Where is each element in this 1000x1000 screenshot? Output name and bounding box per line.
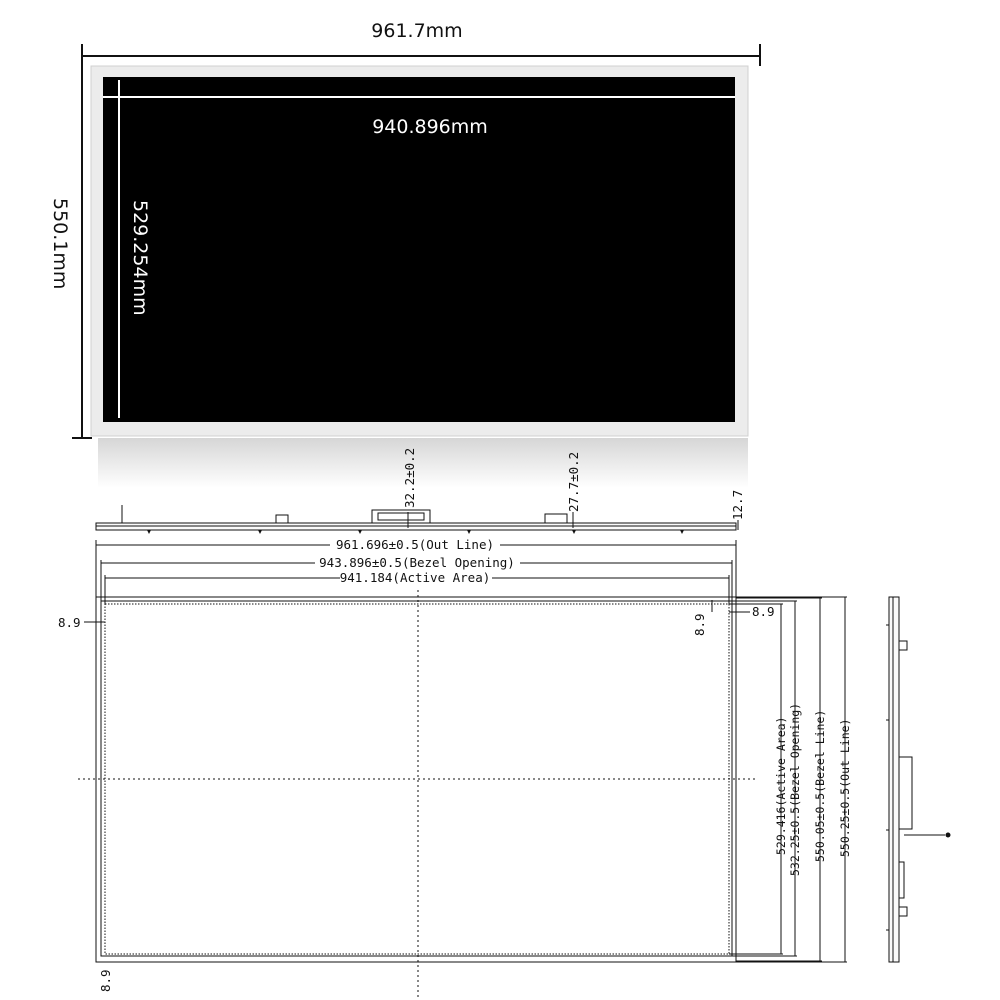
outer-height-label: 550.1mm xyxy=(49,198,71,290)
side-view-tab-bottom xyxy=(899,907,907,916)
height-active-label: 529.416(Active Area) xyxy=(774,716,788,855)
width-active-label: 941.184(Active Area) xyxy=(339,570,491,585)
side-view-cable-end xyxy=(946,833,950,837)
thickness-edge-label: 12.7 xyxy=(730,489,745,520)
panel-reflection xyxy=(98,438,748,488)
side-view-board xyxy=(899,757,912,829)
profile-bracket-left xyxy=(276,515,288,523)
side-view-connector xyxy=(899,862,904,898)
front-drawing-labels xyxy=(58,537,852,992)
width-outline-label: 961.696±0.5(Out Line) xyxy=(335,537,495,552)
side-view-tab-top xyxy=(899,641,907,650)
thickness-center-label: 32.2±0.2 xyxy=(402,447,417,508)
side-view-right xyxy=(886,597,950,962)
profile-screws xyxy=(147,530,684,534)
active-height-label: 529.254mm xyxy=(129,200,151,316)
profile-bracket-right xyxy=(545,514,567,523)
side-profile xyxy=(96,505,738,534)
thickness-right-label: 27.7±0.2 xyxy=(566,451,581,512)
profile-bracket-center xyxy=(372,510,430,523)
margin-left-top-label: 8.9 xyxy=(58,615,81,630)
panel-photo xyxy=(91,66,748,488)
margin-bottom-left-label: 8.9 xyxy=(98,969,113,992)
margin-right-top-horizontal-label: 8.9 xyxy=(752,604,775,619)
height-bezel-line-label: 550.05±0.5(Bezel Line) xyxy=(813,709,827,862)
side-view-body xyxy=(889,597,899,962)
front-drawing xyxy=(78,540,847,1000)
margin-right-top-vertical-label: 8.9 xyxy=(692,613,707,636)
outline-bezel-opening xyxy=(101,601,732,956)
height-outline-label: 550.25±0.5(Out Line) xyxy=(838,718,852,857)
height-bezel-label: 532.25±0.5(Bezel Opening) xyxy=(788,702,802,876)
outer-width-label: 961.7mm xyxy=(371,20,463,42)
width-bezel-label: 943.896±0.5(Bezel Opening) xyxy=(319,555,515,570)
active-width-label: 940.896mm xyxy=(372,116,488,138)
